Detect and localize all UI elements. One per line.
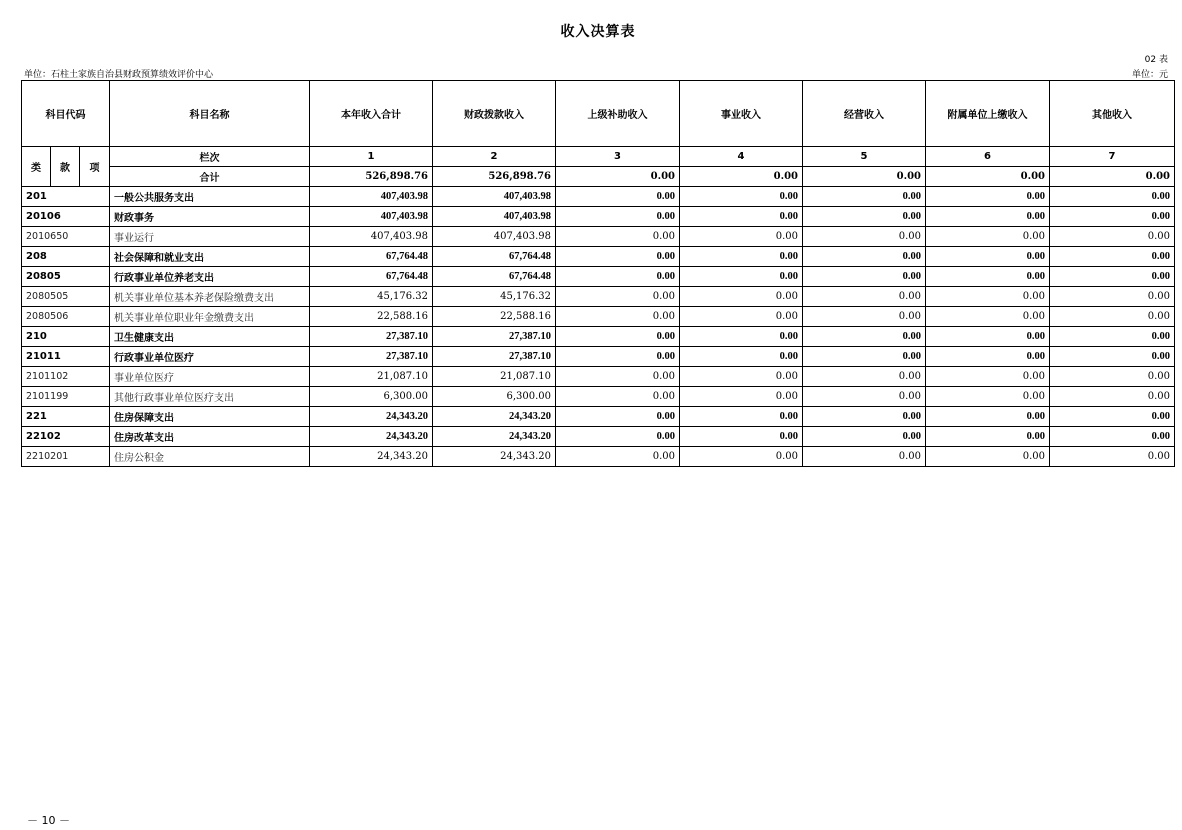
subject-name-cell: 行政事业单位医疗 bbox=[110, 347, 310, 367]
column-index-3: 3 bbox=[556, 147, 680, 167]
col-other-income: 其他收入 bbox=[1050, 81, 1175, 147]
amount-cell-c3: 0.00 bbox=[556, 387, 680, 407]
col-superior-subsidy: 上级补助收入 bbox=[556, 81, 680, 147]
table-row bbox=[22, 187, 1175, 207]
amount-cell-c6: 0.00 bbox=[926, 407, 1050, 427]
amount-cell-c3: 0.00 bbox=[556, 267, 680, 287]
amount-cell-c1: 407,403.98 bbox=[310, 207, 433, 227]
amount-cell-c7: 0.00 bbox=[1050, 327, 1175, 347]
amount-cell-c5: 0.00 bbox=[803, 347, 926, 367]
amount-cell-c3: 0.00 bbox=[556, 227, 680, 247]
amount-cell-c1: 6,300.00 bbox=[310, 387, 433, 407]
amount-cell-c4: 0.00 bbox=[680, 207, 803, 227]
amount-cell-c1: 27,387.10 bbox=[310, 347, 433, 367]
subject-code-cell: 21011 bbox=[22, 347, 110, 367]
amount-cell-c5: 0.00 bbox=[803, 367, 926, 387]
amount-cell-c3: 0.00 bbox=[556, 327, 680, 347]
subject-name-cell: 住房公积金 bbox=[110, 447, 310, 467]
subject-code-cell: 20106 bbox=[22, 207, 110, 227]
amount-cell-c3: 0.00 bbox=[556, 187, 680, 207]
amount-cell-c2: 6,300.00 bbox=[433, 387, 556, 407]
amount-cell-c6: 0.00 bbox=[926, 227, 1050, 247]
subject-name-cell: 社会保障和就业支出 bbox=[110, 247, 310, 267]
amount-cell-c4: 0.00 bbox=[680, 427, 803, 447]
subject-code-cell: 2210201 bbox=[22, 447, 110, 467]
subject-name-cell: 卫生健康支出 bbox=[110, 327, 310, 347]
amount-cell-c2: 21,087.10 bbox=[433, 367, 556, 387]
amount-cell-c5: 0.00 bbox=[803, 227, 926, 247]
amount-cell-c6: 0.00 bbox=[926, 327, 1050, 347]
amount-cell-c3: 0.00 bbox=[556, 347, 680, 367]
amount-cell-c1: 67,764.48 bbox=[310, 267, 433, 287]
amount-cell-c7: 0.00 bbox=[1050, 387, 1175, 407]
col-affiliated-income: 附属单位上缴收入 bbox=[926, 81, 1050, 147]
amount-cell-c5: 0.00 bbox=[803, 187, 926, 207]
column-index-4: 4 bbox=[680, 147, 803, 167]
amount-cell-c6: 0.00 bbox=[926, 347, 1050, 367]
currency-unit: 单位：元 bbox=[1131, 70, 1168, 80]
amount-cell-c4: 0.00 bbox=[680, 347, 803, 367]
table-row bbox=[22, 207, 1175, 227]
table-row bbox=[22, 367, 1175, 387]
table-row bbox=[22, 247, 1175, 267]
column-index-6: 6 bbox=[926, 147, 1050, 167]
amount-cell-c7: 0.00 bbox=[1050, 207, 1175, 227]
total-c3: 0.00 bbox=[556, 167, 680, 187]
amount-cell-c1: 407,403.98 bbox=[310, 227, 433, 247]
amount-cell-c4: 0.00 bbox=[680, 407, 803, 427]
amount-cell-c7: 0.00 bbox=[1050, 307, 1175, 327]
column-index-1: 1 bbox=[310, 147, 433, 167]
amount-cell-c5: 0.00 bbox=[803, 387, 926, 407]
sub-kuan: 款 bbox=[51, 147, 80, 187]
amount-cell-c5: 0.00 bbox=[803, 307, 926, 327]
amount-cell-c1: 407,403.98 bbox=[310, 187, 433, 207]
amount-cell-c2: 407,403.98 bbox=[433, 187, 556, 207]
amount-cell-c7: 0.00 bbox=[1050, 447, 1175, 467]
table-row bbox=[22, 227, 1175, 247]
amount-cell-c1: 45,176.32 bbox=[310, 287, 433, 307]
subject-name-cell: 财政事务 bbox=[110, 207, 310, 227]
amount-cell-c2: 27,387.10 bbox=[433, 347, 556, 367]
amount-cell-c7: 0.00 bbox=[1050, 427, 1175, 447]
subject-name-cell: 住房保障支出 bbox=[110, 407, 310, 427]
amount-cell-c6: 0.00 bbox=[926, 387, 1050, 407]
table-row bbox=[22, 307, 1175, 327]
subject-code-cell: 210 bbox=[22, 327, 110, 347]
amount-cell-c6: 0.00 bbox=[926, 287, 1050, 307]
table-row bbox=[22, 427, 1175, 447]
subject-name-cell: 一般公共服务支出 bbox=[110, 187, 310, 207]
amount-cell-c1: 24,343.20 bbox=[310, 427, 433, 447]
amount-cell-c4: 0.00 bbox=[680, 327, 803, 347]
table-row bbox=[22, 327, 1175, 347]
amount-cell-c3: 0.00 bbox=[556, 367, 680, 387]
total-c2: 526,898.76 bbox=[433, 167, 556, 187]
page-title: 收入决算表 bbox=[560, 24, 636, 40]
column-index-label: 栏次 bbox=[110, 147, 310, 167]
subject-name-cell: 其他行政事业单位医疗支出 bbox=[110, 387, 310, 407]
page-number: － 10 － bbox=[27, 814, 70, 827]
subject-code-cell: 208 bbox=[22, 247, 110, 267]
table-row bbox=[22, 267, 1175, 287]
form-number: 02 表 bbox=[1144, 55, 1168, 65]
subject-code-cell: 2080505 bbox=[22, 287, 110, 307]
amount-cell-c6: 0.00 bbox=[926, 207, 1050, 227]
amount-cell-c5: 0.00 bbox=[803, 327, 926, 347]
amount-cell-c2: 45,176.32 bbox=[433, 287, 556, 307]
table-row bbox=[22, 387, 1175, 407]
amount-cell-c3: 0.00 bbox=[556, 307, 680, 327]
col-total-income: 本年收入合计 bbox=[310, 81, 433, 147]
column-index-7: 7 bbox=[1050, 147, 1175, 167]
col-subject-name: 科目名称 bbox=[110, 81, 310, 147]
amount-cell-c7: 0.00 bbox=[1050, 227, 1175, 247]
amount-cell-c3: 0.00 bbox=[556, 427, 680, 447]
col-fiscal-appropriation: 财政拨款收入 bbox=[433, 81, 556, 147]
subject-code-cell: 2101199 bbox=[22, 387, 110, 407]
amount-cell-c2: 67,764.48 bbox=[433, 247, 556, 267]
amount-cell-c4: 0.00 bbox=[680, 367, 803, 387]
amount-cell-c5: 0.00 bbox=[803, 287, 926, 307]
amount-cell-c5: 0.00 bbox=[803, 427, 926, 447]
amount-cell-c4: 0.00 bbox=[680, 447, 803, 467]
amount-cell-c6: 0.00 bbox=[926, 247, 1050, 267]
amount-cell-c7: 0.00 bbox=[1050, 267, 1175, 287]
total-c7: 0.00 bbox=[1050, 167, 1175, 187]
amount-cell-c4: 0.00 bbox=[680, 387, 803, 407]
column-number-row bbox=[22, 147, 1175, 167]
table-row bbox=[22, 287, 1175, 307]
subject-code-cell: 20805 bbox=[22, 267, 110, 287]
amount-cell-c1: 22,588.16 bbox=[310, 307, 433, 327]
subject-code-cell: 22102 bbox=[22, 427, 110, 447]
amount-cell-c1: 67,764.48 bbox=[310, 247, 433, 267]
amount-cell-c6: 0.00 bbox=[926, 307, 1050, 327]
amount-cell-c6: 0.00 bbox=[926, 447, 1050, 467]
amount-cell-c5: 0.00 bbox=[803, 407, 926, 427]
amount-cell-c2: 22,588.16 bbox=[433, 307, 556, 327]
total-c5: 0.00 bbox=[803, 167, 926, 187]
amount-cell-c4: 0.00 bbox=[680, 187, 803, 207]
amount-cell-c2: 24,343.20 bbox=[433, 427, 556, 447]
amount-cell-c3: 0.00 bbox=[556, 447, 680, 467]
total-c1: 526,898.76 bbox=[310, 167, 433, 187]
amount-cell-c5: 0.00 bbox=[803, 267, 926, 287]
amount-cell-c2: 407,403.98 bbox=[433, 207, 556, 227]
amount-cell-c1: 27,387.10 bbox=[310, 327, 433, 347]
header-row bbox=[22, 81, 1175, 147]
amount-cell-c5: 0.00 bbox=[803, 207, 926, 227]
subject-name-cell: 机关事业单位职业年金缴费支出 bbox=[110, 307, 310, 327]
amount-cell-c4: 0.00 bbox=[680, 247, 803, 267]
amount-cell-c2: 24,343.20 bbox=[433, 407, 556, 427]
total-c4: 0.00 bbox=[680, 167, 803, 187]
subject-name-cell: 事业单位医疗 bbox=[110, 367, 310, 387]
amount-cell-c7: 0.00 bbox=[1050, 347, 1175, 367]
table-row bbox=[22, 347, 1175, 367]
col-subject-code: 科目代码 bbox=[22, 81, 110, 147]
amount-cell-c1: 21,087.10 bbox=[310, 367, 433, 387]
amount-cell-c1: 24,343.20 bbox=[310, 407, 433, 427]
amount-cell-c4: 0.00 bbox=[680, 267, 803, 287]
amount-cell-c5: 0.00 bbox=[803, 447, 926, 467]
subject-code-cell: 221 bbox=[22, 407, 110, 427]
income-final-accounts-table bbox=[21, 80, 1175, 467]
total-row bbox=[22, 167, 1175, 187]
amount-cell-c6: 0.00 bbox=[926, 267, 1050, 287]
amount-cell-c6: 0.00 bbox=[926, 427, 1050, 447]
column-index-2: 2 bbox=[433, 147, 556, 167]
amount-cell-c4: 0.00 bbox=[680, 227, 803, 247]
amount-cell-c3: 0.00 bbox=[556, 287, 680, 307]
amount-cell-c2: 67,764.48 bbox=[433, 267, 556, 287]
amount-cell-c3: 0.00 bbox=[556, 247, 680, 267]
subject-name-cell: 机关事业单位基本养老保险缴费支出 bbox=[110, 287, 310, 307]
amount-cell-c3: 0.00 bbox=[556, 407, 680, 427]
subject-code-cell: 2010650 bbox=[22, 227, 110, 247]
amount-cell-c2: 407,403.98 bbox=[433, 227, 556, 247]
reporting-unit: 单位：石柱土家族自治县财政预算绩效评价中心 bbox=[24, 70, 214, 80]
amount-cell-c4: 0.00 bbox=[680, 287, 803, 307]
subject-name-cell: 事业运行 bbox=[110, 227, 310, 247]
amount-cell-c2: 24,343.20 bbox=[433, 447, 556, 467]
amount-cell-c6: 0.00 bbox=[926, 367, 1050, 387]
subject-code-cell: 2080506 bbox=[22, 307, 110, 327]
subject-name-cell: 行政事业单位养老支出 bbox=[110, 267, 310, 287]
amount-cell-c4: 0.00 bbox=[680, 307, 803, 327]
col-business-income: 事业收入 bbox=[680, 81, 803, 147]
amount-cell-c1: 24,343.20 bbox=[310, 447, 433, 467]
col-operating-income: 经营收入 bbox=[803, 81, 926, 147]
subject-code-cell: 2101102 bbox=[22, 367, 110, 387]
total-label: 合计 bbox=[110, 167, 310, 187]
amount-cell-c7: 0.00 bbox=[1050, 407, 1175, 427]
table-row bbox=[22, 447, 1175, 467]
subject-code-cell: 201 bbox=[22, 187, 110, 207]
subject-name-cell: 住房改革支出 bbox=[110, 427, 310, 447]
amount-cell-c6: 0.00 bbox=[926, 187, 1050, 207]
amount-cell-c3: 0.00 bbox=[556, 207, 680, 227]
amount-cell-c2: 27,387.10 bbox=[433, 327, 556, 347]
amount-cell-c7: 0.00 bbox=[1050, 247, 1175, 267]
table-row bbox=[22, 407, 1175, 427]
sub-xiang: 项 bbox=[80, 147, 110, 187]
column-index-5: 5 bbox=[803, 147, 926, 167]
amount-cell-c7: 0.00 bbox=[1050, 367, 1175, 387]
total-c6: 0.00 bbox=[926, 167, 1050, 187]
amount-cell-c5: 0.00 bbox=[803, 247, 926, 267]
amount-cell-c7: 0.00 bbox=[1050, 287, 1175, 307]
sub-lei: 类 bbox=[22, 147, 51, 187]
amount-cell-c7: 0.00 bbox=[1050, 187, 1175, 207]
